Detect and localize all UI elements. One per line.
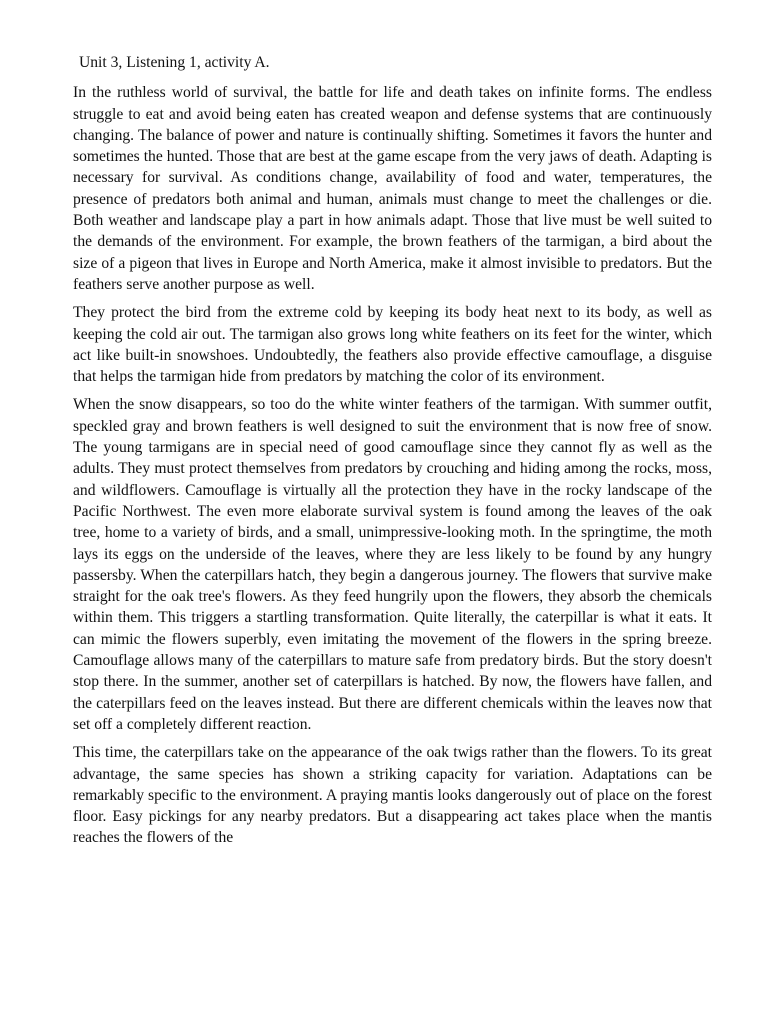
paragraph-3: When the snow disappears, so too do the white winter feathers of the tarmigan. With summer outfit, speckled gray and brown feathers is well designed to suit the environment that is now free of snow. The young tarmigans are in special need of good camouflage since they cannot fly as well as the adults. They must protect themselves from predators by crouching and hiding among the rocks, moss, and wildflowers. Camouflage is virtually all the protection they have in the rocky landscape of the Pacific Northwest. The even more elaborate survival system is found among the leaves of the oak tree, home to a variety of birds, and a small, unimpressive-looking moth. In the springtime, the moth lays its eggs on the underside of the leaves, where they are less likely to be found by any hungry passersby. When the caterpillars hatch, they begin a dangerous journey. The flowers that survive make straight for the oak tree's flowers. As they feed hungrily upon the flowers, they absorb the chemicals within them. This triggers a startling transformation. Quite literally, the caterpillar is what it eats. It can mimic the flowers superbly, even imitating the movement of the flowers in the spring breeze. Camouflage allows many of the caterpillars to mature safe from predatory birds. But the story doesn't stop there. In the summer, another set of caterpillars is hatched. By now, the flowers have fallen, and the caterpillars feed on the leaves instead. But there are different chemicals within the leaves now that set off a completely different reaction. <box>73 396 712 733</box>
document-heading: Unit 3, Listening 1, activity A. <box>79 54 270 71</box>
paragraph-4: This time, the caterpillars take on the appearance of the oak twigs rather than the flowers. To its great advantage, the same species has shown a striking capacity for variation. Adaptations can be remarkably specific to the environment. A praying mantis looks dangerously out of place on the forest floor. Easy pickings for any nearby predators. But a disappearing act takes place when the mantis reaches the flowers of the <box>73 744 712 847</box>
document-page <box>73 52 712 856</box>
paragraph-2: They protect the bird from the extreme cold by keeping its body heat next to its body, as well as keeping the cold air out. The tarmigan also grows long white feathers on its feet for the winter, which act like built-in snowshoes. Undoubtedly, the feathers also provide effective camouflage, a disguise that helps the tarmigan hide from predators by matching the color of its environment. <box>73 304 712 386</box>
paragraph-1: In the ruthless world of survival, the battle for life and death takes on infinite forms. The endless struggle to eat and avoid being eaten has created weapon and defense systems that are continuously changing. The balance of power and nature is continually shifting. Sometimes it favors the hunter and sometimes the hunted. Those that are best at the game escape from the very jaws of death. Adapting is necessary for survival. As conditions change, availability of food and water, temperatures, the presence of predators both animal and human, animals must change to meet the challenges or die. Both weather and landscape play a part in how animals adapt. Those that live must be well suited to the demands of the environment. For example, the brown feathers of the tarmigan, a bird about the size of a pigeon that lives in Europe and North America, make it almost invisible to predators. But the feathers serve another purpose as well. <box>73 84 712 293</box>
